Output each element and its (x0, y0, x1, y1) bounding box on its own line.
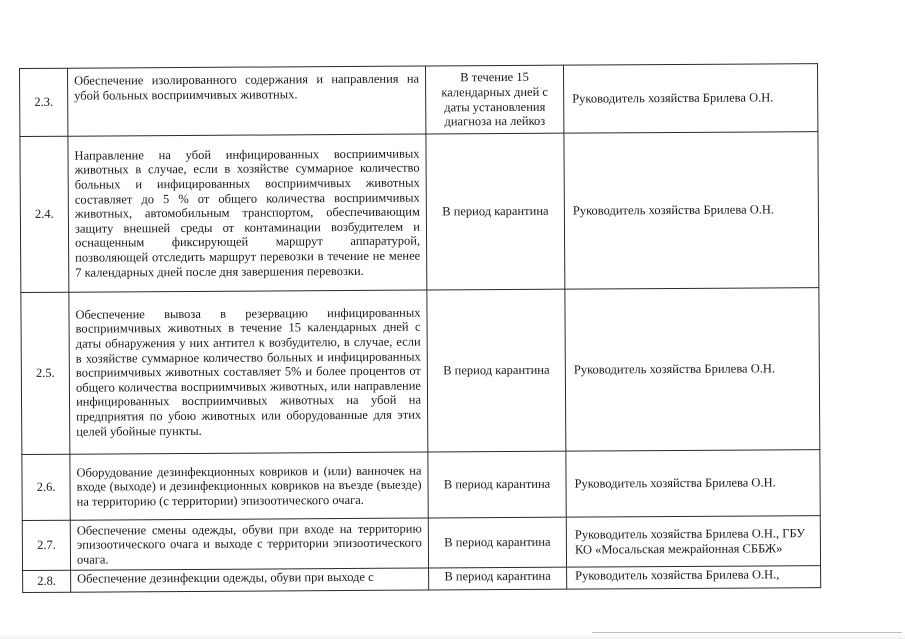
row-number: 2.8. (23, 570, 71, 592)
table-row (23, 566, 821, 593)
table-row (22, 516, 820, 571)
measure-text: Обеспечение дезинфекции одежды, обуви при выходе с (71, 568, 429, 592)
measure-text: Направление на убой инфицированных восприимчивых животных в случае, если в хозяйстве суммарное количество больных и инфицированных восприимчивых животных составляет до 5 % от общего количества восприимчивых животных, автомобильным транспортом, обеспечивающим защиту внешней среды от контаминации возбудителем и оснащенным фиксирующей маршрут аппаратурой, позволяющей отследить маршрут перевозки в течение не менее 7 календарных дней после дня завершения перевозки. (68, 134, 427, 292)
deadline-text: В период карантина (426, 133, 565, 290)
page-edge (0, 633, 905, 639)
table-row (20, 132, 819, 293)
measure-text: Оборудование дезинфекционных ковриков и (или) ванночек на входе (выходе) и дезинфекционных ковриков на въезде (выезде) на территорию (с территории) эпизоотического очага. (70, 452, 428, 520)
measures-table (19, 63, 821, 593)
row-number: 2.3. (20, 68, 68, 136)
row-number: 2.4. (20, 136, 69, 292)
responsible-text: Руководитель хозяйства Брилева О.Н. (565, 288, 820, 452)
deadline-text: В период карантина (428, 451, 566, 518)
table-row (20, 64, 818, 137)
measure-text: Обеспечение изолированного содержания и направления на убой больных восприимчивых животных. (68, 66, 426, 136)
responsible-text: Руководитель хозяйства Брилева О.Н. (563, 64, 817, 134)
row-number: 2.7. (22, 520, 70, 570)
table-row (21, 288, 820, 455)
deadline-text: В период карантина (427, 289, 566, 452)
measure-text: Обеспечение вывоза в резервацию инфицированных восприимчивых животных в течение 15 календарных дней с даты обнаружения у них антител к возбудителю, в случае, если в хозяйстве суммарное количество больных и инфицированных восприимчивых животных составляет 5% и более процентов от общего количества восприимчивых животных, или направление инфицированных восприимчивых животных на убой на предприятия по убою животных или оборудованные для этих целей убойные пункты. (69, 290, 428, 454)
row-number: 2.5. (21, 292, 70, 454)
deadline-text: В период карантина (428, 517, 566, 568)
table-row (22, 450, 820, 521)
measure-text: Обеспечение смены одежды, обуви при входе на территорию эпизоотического очага и выходе с территории эпизоотического очага. (70, 518, 428, 570)
deadline-text: В течение 15 календарных дней с даты установления диагноза на лейкоз (425, 65, 563, 134)
deadline-text: В период карантина (429, 567, 567, 590)
responsible-text: Руководитель хозяйства Брилева О.Н., (567, 566, 821, 590)
responsible-text: Руководитель хозяйства Брилева О.Н. (566, 450, 820, 518)
responsible-text: Руководитель хозяйства Брилева О.Н., ГБУ КО «Мосальская межрайонная СББЖ» (566, 516, 820, 568)
row-number: 2.6. (22, 454, 70, 520)
responsible-text: Руководитель хозяйства Брилева О.Н. (564, 132, 819, 290)
